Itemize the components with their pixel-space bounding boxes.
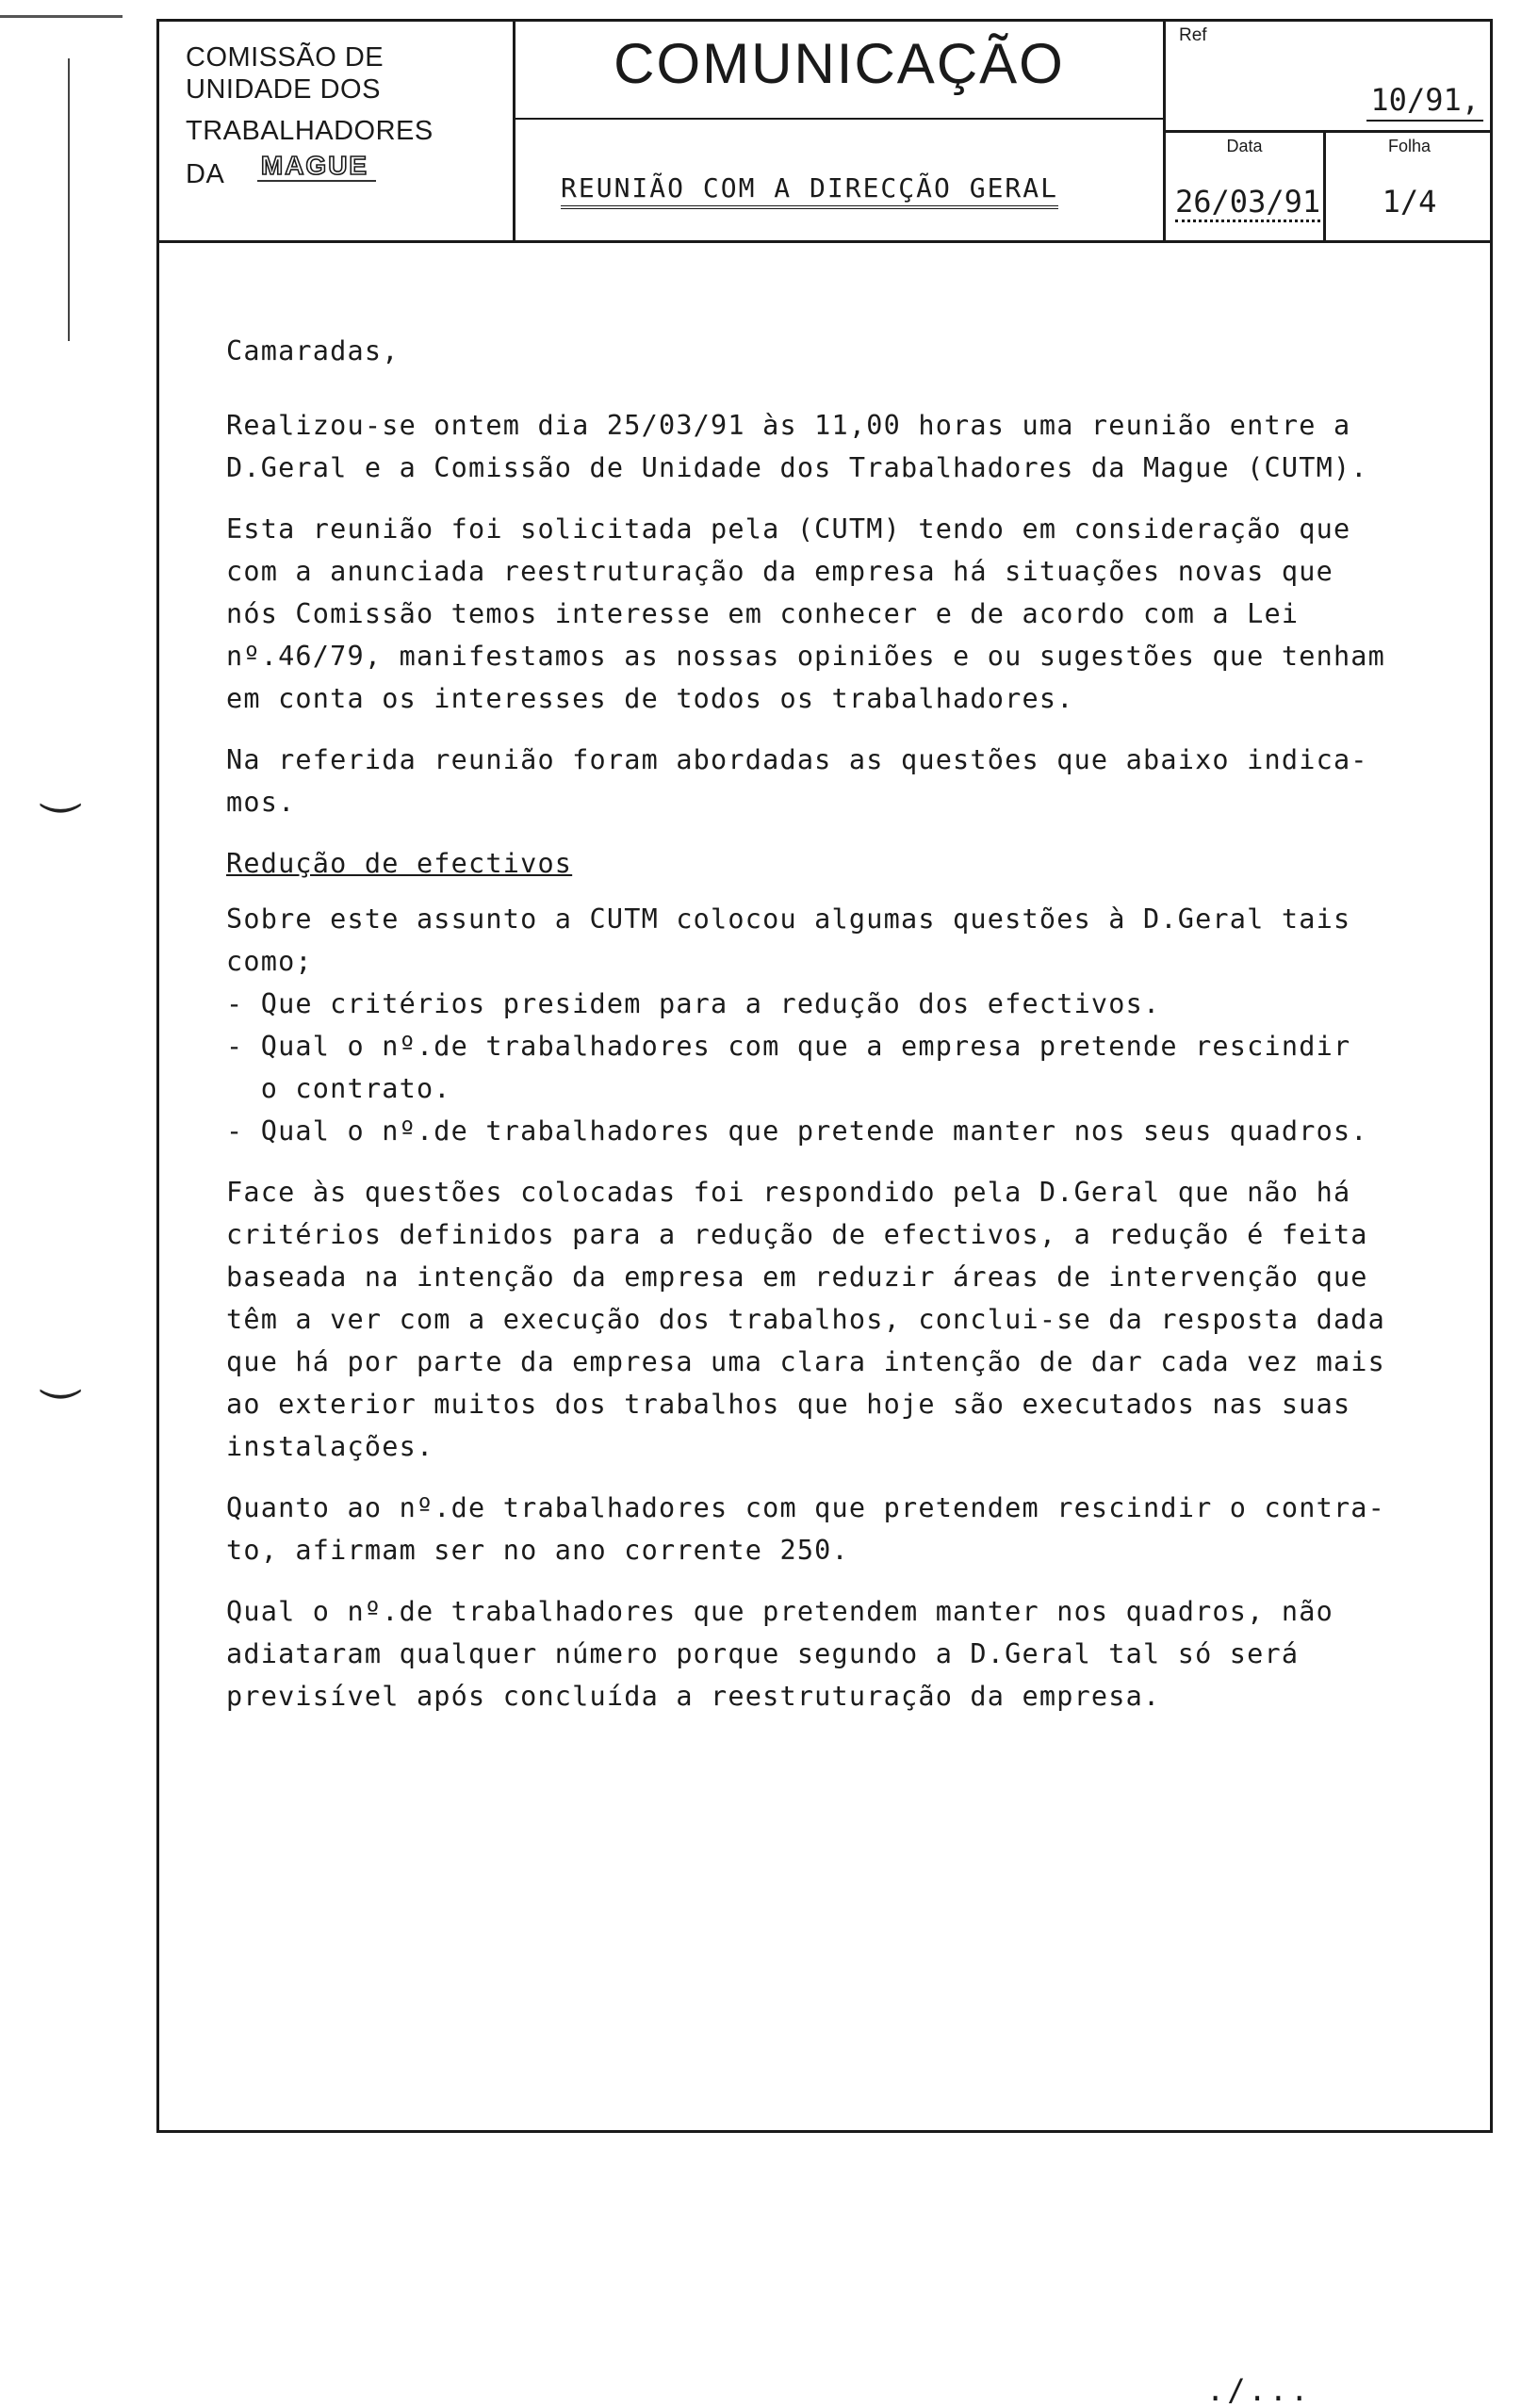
section-heading: Redução de efectivos — [226, 848, 573, 879]
paragraph-4 — [226, 898, 1489, 1152]
text-line: to, afirmam ser no ano corrente 250. — [226, 1535, 849, 1566]
text-line: Realizou-se ontem dia 25/03/91 às 11,00 horas uma reunião entre a — [226, 410, 1351, 441]
text-line: com a anunciada reestruturação da empresa há situações novas que — [226, 556, 1333, 587]
list-item: o contrato. — [226, 1073, 451, 1104]
date-value: 26/03/91 — [1175, 184, 1320, 222]
paragraph-3 — [226, 739, 1489, 823]
paragraph-5 — [226, 1171, 1489, 1468]
title-divider — [515, 118, 1163, 120]
date-label: Data — [1226, 137, 1263, 155]
punch-hole-mark-icon: ⏝ — [40, 1345, 82, 1396]
text-line: Na referida reunião foram abordadas as questões que abaixo indica- — [226, 744, 1368, 775]
text-line: adiataram qualquer número porque segundo a D.Geral tal só será — [226, 1638, 1300, 1669]
list-item: - Qual o nº.de trabalhadores que pretende manter nos seus quadros. — [226, 1115, 1368, 1147]
text-line: ao exterior muitos dos trabalhos que hoje são executados nas suas — [226, 1389, 1351, 1420]
list-item: - Que critérios presidem para a redução dos efectivos. — [226, 988, 1161, 1019]
org-line: TRABALHADORES — [186, 116, 434, 146]
document-body — [226, 330, 1489, 1736]
paragraph-6 — [226, 1487, 1489, 1571]
text-line: têm a ver com a execução dos trabalhos, conclui-se da resposta dada — [226, 1304, 1386, 1335]
text-line: Camaradas, — [226, 335, 400, 366]
left-margin-line — [68, 58, 70, 341]
text-line: previsível após concluída a reestruturação da empresa. — [226, 1681, 1161, 1712]
text-line: baseada na intenção da empresa em reduzir áreas de intervenção que — [226, 1261, 1368, 1293]
page-label: Folha — [1387, 137, 1432, 155]
text-line: mos. — [226, 787, 296, 818]
text-line: critérios definidos para a redução de efectivos, a redução é feita — [226, 1219, 1368, 1250]
punch-hole-mark-icon: ⏝ — [40, 759, 82, 810]
org-line: COMISSÃO DE — [186, 42, 384, 73]
title-block — [515, 22, 1166, 240]
meta-block — [1166, 22, 1493, 240]
text-line: em conta os interesses de todos os trabalhadores. — [226, 683, 1074, 714]
text-line: Esta reunião foi solicitada pela (CUTM) tendo em consideração que — [226, 513, 1351, 545]
org-line: DA — [186, 159, 225, 189]
paragraph-1 — [226, 404, 1489, 489]
top-left-mark — [0, 15, 123, 18]
reference-cell — [1166, 22, 1493, 133]
text-line: Quanto ao nº.de trabalhadores com que pretendem rescindir o contra- — [226, 1492, 1386, 1523]
organization-block — [159, 22, 515, 240]
document-subject: REUNIÃO COM A DIRECÇÃO GERAL — [561, 172, 1058, 209]
mague-logo — [254, 152, 376, 189]
document-title: COMUNICAÇÃO — [614, 32, 1065, 95]
text-line: nós Comissão temos interesse em conhecer e de acordo com a Lei — [226, 598, 1300, 629]
text-line: instalações. — [226, 1431, 434, 1462]
reference-label: Ref — [1179, 25, 1207, 45]
logo-underline — [257, 180, 376, 187]
text-line: como; — [226, 946, 313, 977]
reference-value: 10/91, — [1366, 82, 1483, 122]
text-line: nº.46/79, manifestamos as nossas opiniões e ou sugestões que tenham — [226, 641, 1386, 672]
text-line: Sobre este assunto a CUTM colocou algumas questões à D.Geral tais — [226, 903, 1351, 935]
text-line: Face às questões colocadas foi respondido pela D.Geral que não há — [226, 1177, 1351, 1208]
page-cell — [1326, 133, 1493, 240]
logo-text: MAGUE — [260, 151, 369, 180]
paragraph-7 — [226, 1590, 1489, 1717]
paragraph-2 — [226, 508, 1489, 720]
text-line: D.Geral e a Comissão de Unidade dos Trabalhadores da Mague (CUTM). — [226, 452, 1368, 483]
org-line: UNIDADE DOS — [186, 74, 381, 105]
salutation — [226, 330, 1489, 372]
text-line: que há por parte da empresa uma clara intenção de dar cada vez mais — [226, 1346, 1386, 1377]
page-value: 1/4 — [1382, 184, 1437, 220]
text-line: Qual o nº.de trabalhadores que pretendem manter nos quadros, não — [226, 1596, 1333, 1627]
continuation-mark: ./... — [1206, 2372, 1312, 2408]
date-cell — [1166, 133, 1326, 240]
list-item: - Qual o nº.de trabalhadores com que a empresa pretende rescindir — [226, 1031, 1351, 1062]
document-header — [159, 22, 1490, 243]
